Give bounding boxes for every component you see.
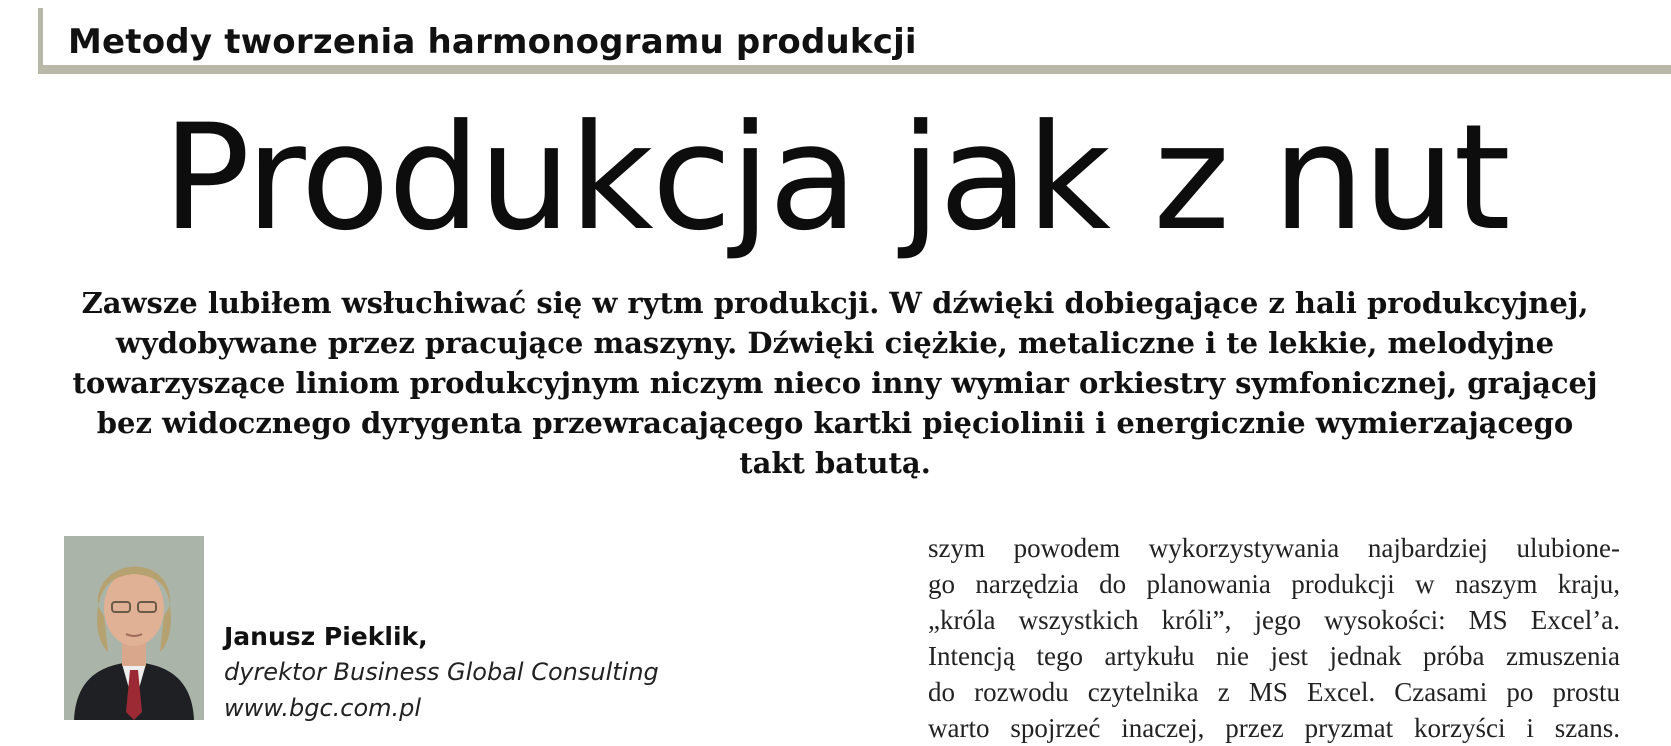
author-portrait-image [64, 536, 204, 720]
author-role: dyrektor Business Global Consulting [224, 658, 659, 686]
body-line: „króla wszystkich króli”, jego wysokości: MS Excel’a. [928, 605, 1620, 635]
article-body-column [928, 530, 1620, 746]
article-headline: Produkcja jak z nut [162, 93, 1509, 263]
body-line: do rozwodu czytelnika z MS Excel. Czasami po prostu [928, 677, 1620, 707]
section-header [38, 8, 1671, 74]
body-line: szym powodem wykorzystywania najbardziej ulubione- [928, 533, 1620, 563]
body-line: warto spojrzeć inaczej, przez pryzmat korzyści i szans. [928, 713, 1620, 743]
article-lead: Zawsze lubiłem wsłuchiwać się w rytm produkcji. W dźwięki dobiegające z hali produkcyjnej, wydobywane przez pracujące maszyny. Dźwięki ciężkie, metaliczne i te lekkie, melodyjne towarzyszące liniom produkcyjnym niczym nieco inny wymiar orkiestry symfonicznej, grającej bez widocznego dyrygenta przewracającego kartki pięciolinii i energicznie wymierzającego takt batutą. [72, 286, 1598, 480]
body-line: Intencją tego artykułu nie jest jednak próba zmuszenia [928, 641, 1620, 671]
author-name: Janusz Pieklik, [224, 622, 428, 651]
author-photo [64, 536, 204, 720]
section-title: Metody tworzenia harmonogramu produkcji [68, 22, 917, 62]
body-line: go narzędzia do planowania produkcji w naszym kraju, [928, 569, 1620, 599]
author-website-link[interactable]: www.bgc.com.pl [224, 694, 422, 722]
